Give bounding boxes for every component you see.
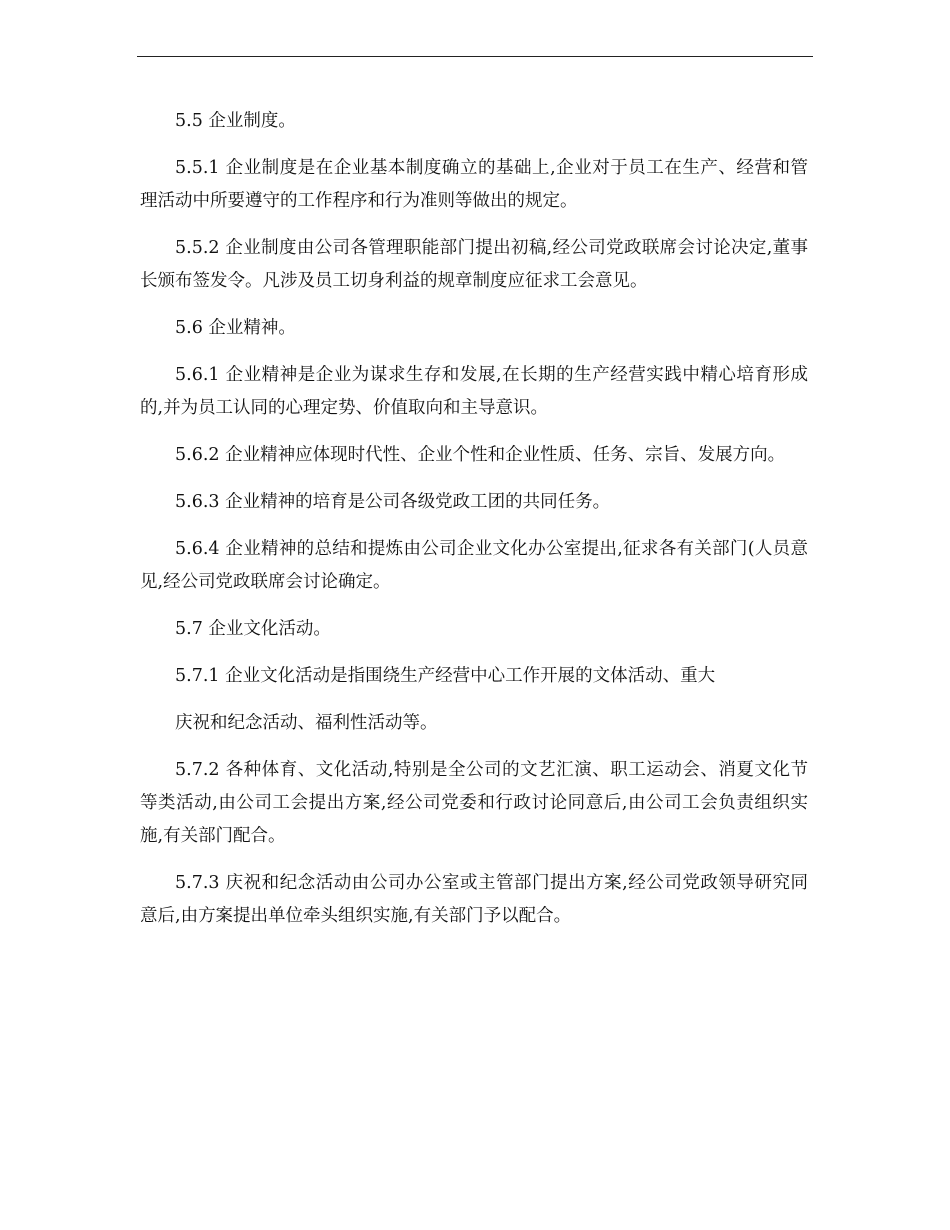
- paragraph-5-7-2: 5.7.2 各种体育、文化活动,特别是全公司的文艺汇演、职工运动会、消夏文化节等类活动,由公司工会提出方案,经公司党委和行政讨论同意后,由公司工会负责组织实施,有关部门配合。: [140, 760, 808, 846]
- paragraph-5-6-4: 5.6.4 企业精神的总结和提炼由公司企业文化办公室提出,征求各有关部门(人员意见,经公司党政联席会讨论确定。: [140, 539, 808, 592]
- paragraph-5-5-1: 5.5.1 企业制度是在企业基本制度确立的基础上,企业对于员工在生产、经营和管理活动中所要遵守的工作程序和行为准则等做出的规定。: [140, 158, 808, 211]
- paragraph-5-6-3: 5.6.3 企业精神的培育是公司各级党政工团的共同任务。: [175, 492, 611, 512]
- paragraph-5-7-1: 5.7.1 企业文化活动是指围绕生产经营中心工作开展的文体活动、重大: [175, 666, 716, 686]
- heading-5-7: 5.7 企业文化活动。: [175, 619, 331, 639]
- document-body: [140, 105, 808, 947]
- paragraph-5-5-2: 5.5.2 企业制度由公司各管理职能部门提出初稿,经公司党政联席会讨论决定,董事长颁布签发令。凡涉及员工切身利益的规章制度应征求工会意见。: [140, 238, 808, 291]
- heading-5-5: 5.5 企业制度。: [175, 111, 296, 131]
- heading-5-6: 5.6 企业精神。: [175, 318, 296, 338]
- paragraph-5-6-2: 5.6.2 企业精神应体现时代性、企业个性和企业性质、任务、宗旨、发展方向。: [175, 445, 786, 465]
- paragraph-5-7-1-continued: 庆祝和纪念活动、福利性活动等。: [175, 713, 438, 733]
- header-rule: [137, 56, 813, 57]
- paragraph-5-6-1: 5.6.1 企业精神是企业为谋求生存和发展,在长期的生产经营实践中精心培育形成的,并为员工认同的心理定势、价值取向和主导意识。: [140, 365, 808, 418]
- paragraph-5-7-3: 5.7.3 庆祝和纪念活动由公司办公室或主管部门提出方案,经公司党政领导研究同意后,由方案提出单位牵头组织实施,有关部门予以配合。: [140, 873, 808, 926]
